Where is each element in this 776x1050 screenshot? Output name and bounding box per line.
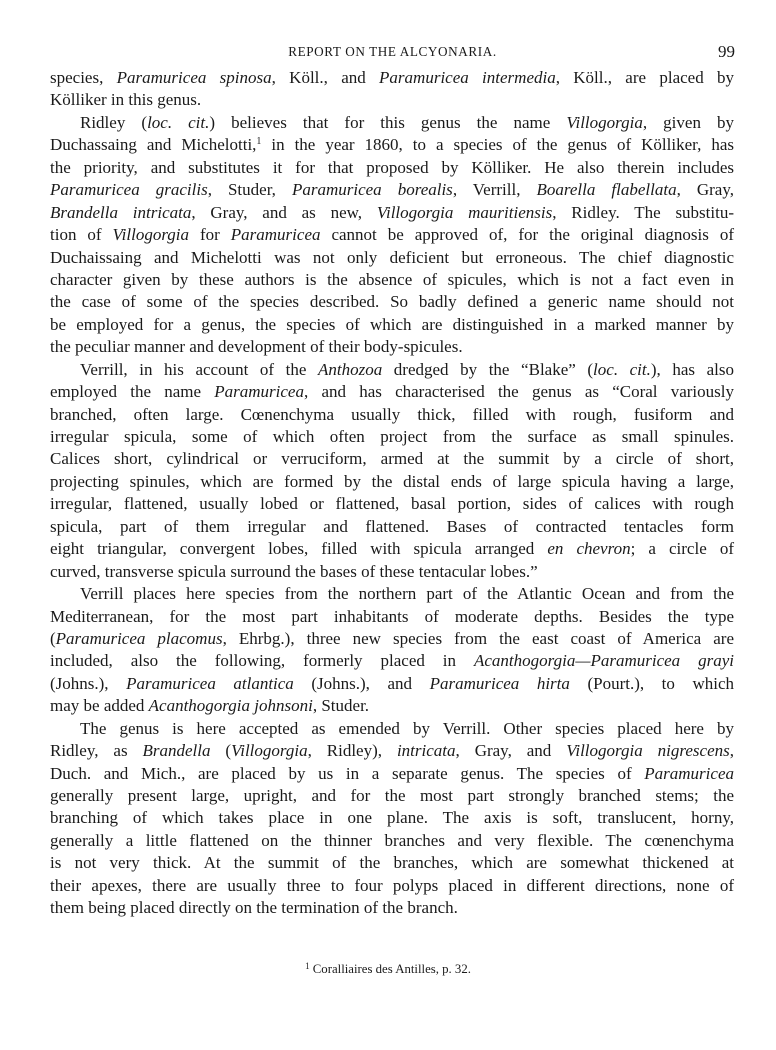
text-run: , Ehrbg.), three new species from the east coast of America are [222,628,734,648]
italic-taxon: en chevron [547,539,631,559]
text-run: , Köll., and [271,68,380,87]
italic-taxon: Paramuricea placomus [55,628,223,648]
text-run: Duch. and Mich., are placed by us in a separate genus. The species of [50,763,645,783]
text-line [50,606,734,628]
text-run: , Studer. [312,696,370,716]
italic-taxon: Anthozoa [318,359,383,379]
text-run: may be added [50,696,149,716]
text-line [50,628,734,650]
paragraph [50,583,734,718]
footnote-reference: 1 [256,136,262,148]
text-line [50,157,734,179]
text-run: , Verrill, [452,180,537,200]
italic-taxon: Paramuricea gracilis [50,180,208,200]
paragraph [50,718,734,920]
text-line [50,673,734,695]
text-line [50,291,734,313]
text-run: generally present large, upright, and for the most part strongly branched stems; the [50,786,734,805]
italic-taxon: Paramuricea spinosa [116,68,272,87]
text-run: branched, often large. Cœnenchyma usually thick, filled with rough, fusiform and [50,404,734,424]
text-run: included, also the following, formerly placed in [50,651,474,671]
italic-taxon: Paramuricea atlantica [126,673,294,693]
page-number: 99 [718,42,735,61]
text-run: , Gray, [676,180,734,200]
text-run: Ridley ( [80,112,148,132]
text-run: (Johns.), and [293,673,430,693]
text-run: , Gray, and as new, [191,202,377,222]
footnote [0,962,776,977]
text-run: irregular spicula, some of which often project from the surface as small spinules. [50,427,734,446]
text-run: , Köll., are placed by [555,68,735,87]
italic-taxon: loc. cit. [147,112,210,132]
text-run: be employed for a genus, the species of which are distinguished in a marked manner by [50,314,734,334]
italic-taxon: Villogorgia [112,225,190,245]
text-line [50,404,734,426]
paragraph [50,112,734,359]
text-run: , Ridley), [307,741,397,761]
paragraph [50,359,734,583]
text-line [50,67,734,89]
paragraph [50,67,734,112]
text-line [50,718,734,740]
text-run: spicula, part of them irregular and flattened. Bases of contracted tentacles form [50,516,734,536]
text-run: ) believes that for this genus the name [209,112,567,132]
text-run: in the year 1860, to a species of the genus of Kölliker, has [261,135,734,155]
italic-taxon: Acanthogorgia—Paramuricea grayi [473,651,734,671]
italic-taxon: Villogorgia nigrescens [566,741,730,761]
text-run: (Pourt.), to which [569,673,734,693]
text-run: , Studer, [207,180,292,200]
text-run: irregular, flattened, usually lobed or flattened, basal portion, sides of calices with rough [50,494,734,514]
text-run: , given by [642,112,734,132]
text-run: ( [50,628,56,648]
text-run: eight triangular, convergent lobes, filled with spicula arranged [50,539,548,559]
text-run: tion of [50,225,113,245]
text-run: generally a little flattened on the thinner branches and very flexible. The cœnenchyma [50,830,734,850]
text-run: dredged by the “Blake” ( [382,359,594,379]
text-run: Mediterranean, for the most part inhabitants of moderate depths. Besides the type [50,606,734,626]
text-line [50,785,734,807]
text-run: Duchaissaing and Michelotti was not only deficient but erroneous. The chief diagnostic [50,247,734,267]
text-run: (Johns.), [50,673,127,693]
text-run: them being placed directly on the termination of the branch. [50,898,458,918]
italic-taxon: Paramuricea borealis [291,180,453,200]
text-run: Duchassaing and Michelotti, [50,135,257,155]
text-run: The genus is here accepted as emended by Verrill. Other species placed here by [80,718,734,738]
text-line [50,224,734,246]
text-line [50,852,734,874]
text-run: species, [50,68,117,87]
text-line [50,516,734,538]
text-line [50,493,734,515]
text-run: Kölliker in this genus. [50,90,202,110]
running-title: REPORT ON THE ALCYONARIA. [288,44,497,59]
text-line [50,112,734,134]
text-line [50,269,734,291]
italic-taxon: Paramuricea [214,382,304,402]
text-run: , Gray, and [455,741,567,761]
text-line [50,471,734,493]
italic-taxon: Villogorgia mauritiensis [376,202,553,222]
footnote-text: Coralliaires des Antilles, p. 32. [309,962,471,976]
text-run: ; a circle of [630,539,734,559]
text-run: cannot be approved of, for the original diagnosis of [320,225,735,245]
text-line [50,247,734,269]
text-line [50,179,734,201]
text-run: , Ridley. The substitu- [552,202,735,222]
text-line [50,448,734,470]
text-run: projecting spinules, which are formed by the distal ends of large spicula having a large, [50,471,734,491]
text-run: the case of some of the species described. So badly defined a generic name should not [50,292,734,312]
text-line [50,763,734,785]
text-run: their apexes, there are usually three to four polyps placed in different directions, none of [50,875,734,895]
text-run: the priority, and substitutes it for that proposed by Kölliker. He also therein includes [50,157,734,177]
italic-taxon: Brandella [142,741,211,761]
italic-taxon: loc. cit. [593,359,651,379]
text-run: Calices short, cylindrical or verruciform, armed at the summit by a circle of short, [50,449,734,469]
running-header [50,44,735,66]
text-run: , [729,741,734,761]
text-line [50,740,734,762]
body-text [50,67,734,920]
text-line [50,583,734,605]
text-run: for [189,225,231,245]
italic-taxon: Acanthogorgia johnsoni [148,696,313,716]
text-line [50,561,734,583]
text-line [50,807,734,829]
italic-taxon: Paramuricea [644,763,734,783]
text-line [50,89,734,111]
text-run: , and has characterised the genus as “Coral variously [303,382,734,402]
text-run: character given by these authors is the absence of spicules, which is not a fact even in [50,269,734,289]
text-line [50,336,734,358]
text-run: curved, transverse spicula surround the bases of these tentacular lobes.” [50,561,538,581]
text-run: Ridley, as [50,741,143,761]
text-line [50,897,734,919]
italic-taxon: intricata [396,741,456,761]
text-run: Verrill, in his account of the [80,359,318,379]
footnote-marker: 1 [305,961,310,971]
text-line [50,426,734,448]
italic-taxon: Villogorgia [566,112,643,132]
text-line [50,695,734,717]
text-line [50,134,734,156]
italic-taxon: Villogorgia [231,741,308,761]
italic-taxon: Paramuricea hirta [429,673,570,693]
text-run: the peculiar manner and development of their body-spicules. [50,337,463,357]
italic-taxon: Boarella flabellata [536,180,677,200]
italic-taxon: Brandella intricata [50,202,192,222]
text-line [50,538,734,560]
text-run: Verrill places here species from the northern part of the Atlantic Ocean and from the [80,584,734,604]
text-line [50,830,734,852]
text-run: employed the name [50,382,215,402]
text-run: ), has also [650,359,734,379]
italic-taxon: Paramuricea intermedia [379,68,556,87]
text-line [50,875,734,897]
text-line [50,381,734,403]
text-line [50,359,734,381]
text-line [50,202,734,224]
text-line [50,650,734,672]
text-run: branching of which takes place in one plane. The axis is soft, translucent, horny, [50,808,734,828]
text-line [50,314,734,336]
text-run: ( [210,741,232,761]
text-run: is not very thick. At the summit of the branches, which are somewhat thickened at [50,853,734,873]
italic-taxon: Paramuricea [230,225,321,245]
